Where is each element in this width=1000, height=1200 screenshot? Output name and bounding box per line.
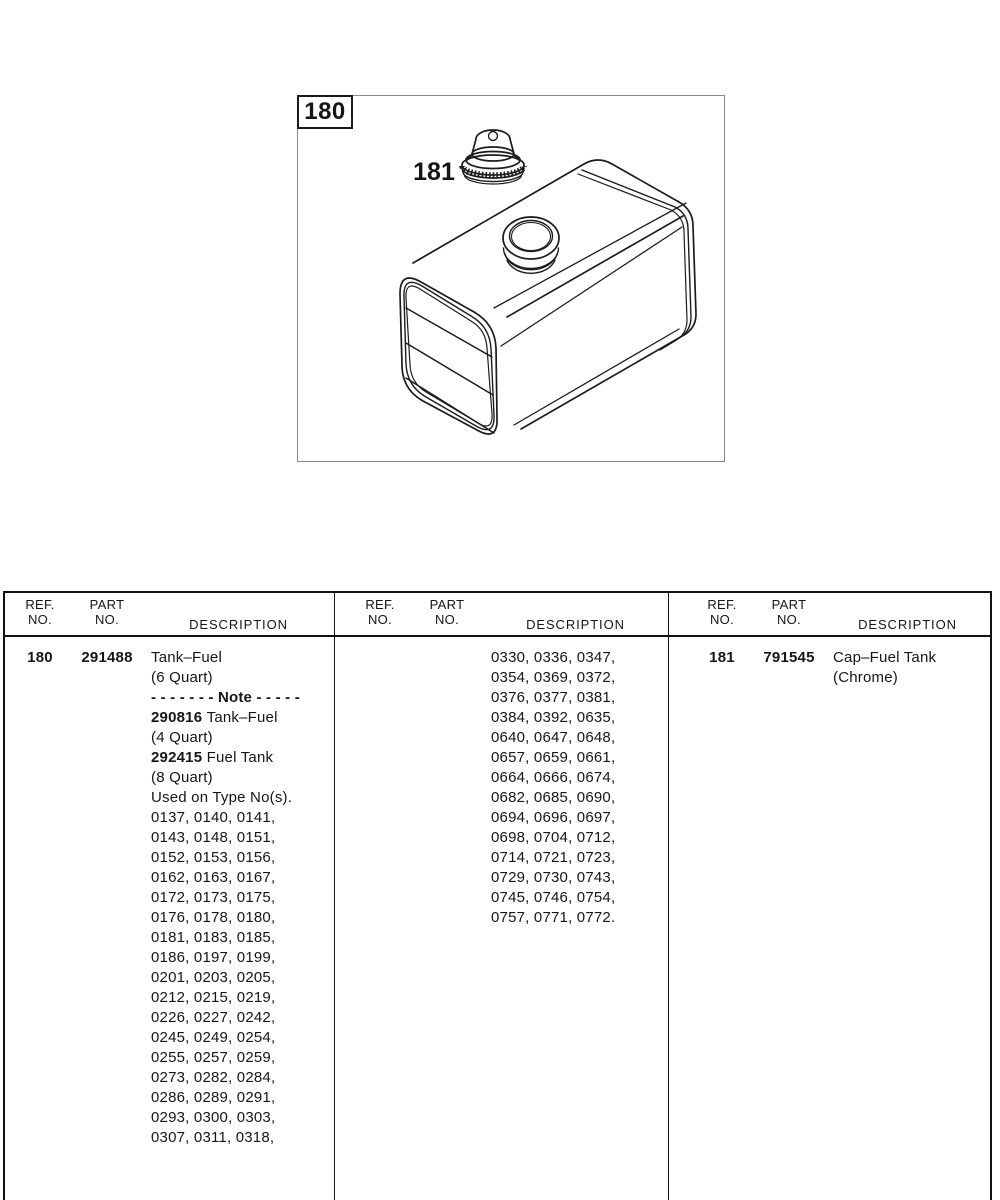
table-body <box>335 637 668 1200</box>
table-header <box>335 593 668 637</box>
description-line: 0745, 0746, 0754, <box>491 889 616 906</box>
description-cell <box>151 648 328 1148</box>
description-line: 0176, 0178, 0180, <box>151 909 276 926</box>
description-line: (Chrome) <box>833 669 898 686</box>
description-line: (6 Quart) <box>151 669 213 686</box>
description-line: 0682, 0685, 0690, <box>491 789 616 806</box>
table-section-1 <box>5 593 334 1200</box>
description-line: 292415 Fuel Tank <box>151 749 274 766</box>
description-line: 290816 Tank–Fuel <box>151 709 278 726</box>
part-callout-181: 181 <box>413 158 455 186</box>
description-line: 0293, 0300, 0303, <box>151 1109 276 1126</box>
diagram-ref-label: 180 <box>297 95 353 129</box>
description-line: 0162, 0163, 0167, <box>151 869 276 886</box>
table-header <box>5 593 334 637</box>
description-line: 0226, 0227, 0242, <box>151 1009 276 1026</box>
table-header <box>669 593 990 637</box>
description-line: 0137, 0140, 0141, <box>151 809 276 826</box>
description-line: 0212, 0215, 0219, <box>151 989 276 1006</box>
description-line: 0384, 0392, 0635, <box>491 709 616 726</box>
description-line: 0640, 0647, 0648, <box>491 729 616 746</box>
ref-no-header: REF. NO. <box>365 597 395 627</box>
description-line: 0181, 0183, 0185, <box>151 929 276 946</box>
description-cell <box>491 648 662 928</box>
description-line: Used on Type No(s). <box>151 789 293 806</box>
filler-neck <box>503 217 559 273</box>
part-no-cell <box>409 648 485 928</box>
description-line: (4 Quart) <box>151 729 213 746</box>
description-line: 0201, 0203, 0205, <box>151 969 276 986</box>
ref-no-header: REF. NO. <box>25 597 55 627</box>
description-line: 0694, 0696, 0697, <box>491 809 616 826</box>
description-line: 0286, 0289, 0291, <box>151 1089 276 1106</box>
description-line: 0354, 0369, 0372, <box>491 669 616 686</box>
table-section-3 <box>668 593 990 1200</box>
description-line: 0152, 0153, 0156, <box>151 849 276 866</box>
ref-no-cell <box>357 648 403 928</box>
part-no-header: PART NO. <box>429 597 465 627</box>
ref-no-cell: 181 <box>709 649 735 666</box>
description-line: 0698, 0704, 0712, <box>491 829 616 846</box>
description-cell <box>833 648 984 688</box>
table-body <box>669 637 990 1200</box>
description-line: 0376, 0377, 0381, <box>491 689 616 706</box>
description-header: DESCRIPTION <box>526 617 625 632</box>
description-line: 0307, 0311, 0318, <box>151 1129 275 1146</box>
fuel-cap-drawing <box>462 130 524 184</box>
ref-no-cell: 180 <box>27 649 53 666</box>
description-line: 0172, 0173, 0175, <box>151 889 276 906</box>
description-line: 0245, 0249, 0254, <box>151 1029 276 1046</box>
description-line: 0729, 0730, 0743, <box>491 869 616 886</box>
description-line: Cap–Fuel Tank <box>833 649 937 666</box>
description-line: Tank–Fuel <box>151 649 223 666</box>
description-line: 0757, 0771, 0772. <box>491 909 616 926</box>
description-line: - - - - - - - Note - - - - - <box>151 689 300 706</box>
diagram-panel <box>297 95 725 462</box>
description-line: 0657, 0659, 0661, <box>491 749 616 766</box>
part-no-cell: 291488 <box>81 649 133 666</box>
description-line: 0273, 0282, 0284, <box>151 1069 276 1086</box>
description-line: 0255, 0257, 0259, <box>151 1049 276 1066</box>
description-line: 0714, 0721, 0723, <box>491 849 616 866</box>
description-line: 0186, 0197, 0199, <box>151 949 276 966</box>
table-row <box>669 648 990 688</box>
fuel-tank-drawing <box>400 160 696 434</box>
ref-no-header: REF. NO. <box>707 597 737 627</box>
fuel-tank-diagram <box>298 96 726 463</box>
description-header: DESCRIPTION <box>858 617 957 632</box>
description-line: 0330, 0336, 0347, <box>491 649 616 666</box>
description-line: 0664, 0666, 0674, <box>491 769 616 786</box>
description-line: 0143, 0148, 0151, <box>151 829 276 846</box>
description-header: DESCRIPTION <box>189 617 288 632</box>
table-body <box>5 637 334 1200</box>
tank-strap-line <box>406 378 494 433</box>
part-no-header: PART NO. <box>89 597 125 627</box>
part-no-header: PART NO. <box>771 597 807 627</box>
table-row <box>5 648 334 1148</box>
description-line: (8 Quart) <box>151 769 213 786</box>
table-section-2 <box>334 593 668 1200</box>
table-row <box>335 648 668 928</box>
part-no-cell: 791545 <box>763 649 815 666</box>
parts-table <box>3 591 992 1200</box>
